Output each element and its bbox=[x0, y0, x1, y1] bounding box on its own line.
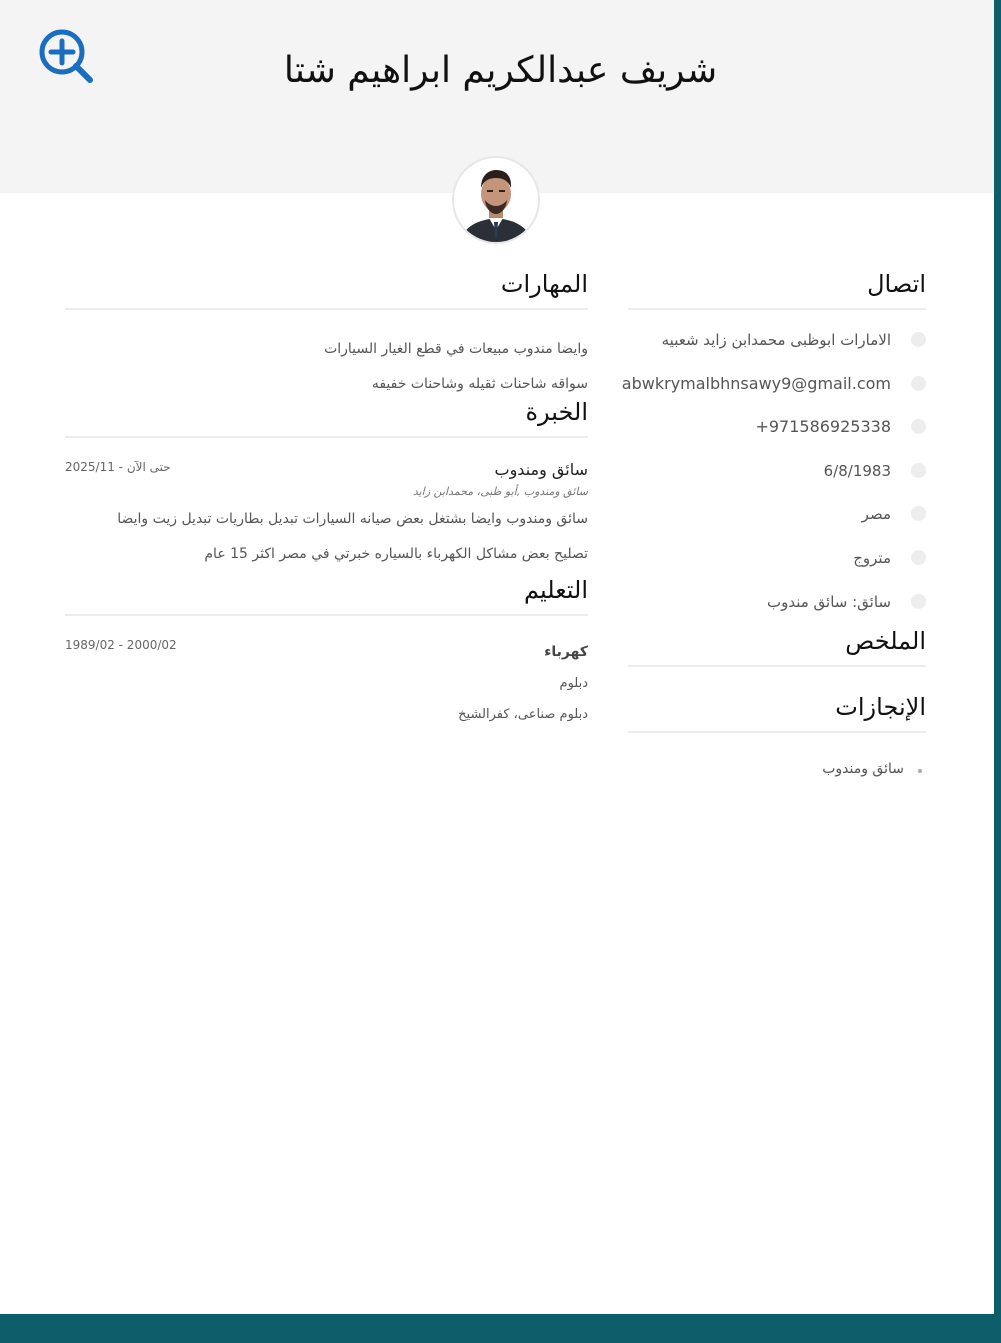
skill-item: سواقه شاحنات ثقيله وشاحنات خفيفه bbox=[371, 376, 588, 392]
experience-company: سائق ومندوب ,أبو ظبى، محمدابن زايد bbox=[412, 485, 588, 498]
education-title: التعليم bbox=[65, 576, 588, 616]
experience-job-title: سائق ومندوب bbox=[494, 460, 588, 479]
summary-title: الملخص bbox=[628, 627, 926, 667]
contact-job: سائق: سائق مندوب bbox=[628, 592, 926, 636]
contact-nationality: مصر bbox=[628, 504, 926, 548]
frame-bottom-bar bbox=[0, 1314, 1001, 1343]
avatar bbox=[452, 156, 540, 244]
skill-item: وايضا مندوب مبيعات في قطع الغيار السيارات bbox=[324, 341, 588, 357]
contact-birthdate: 6/8/1983 bbox=[628, 461, 926, 505]
skills-title: المهارات bbox=[65, 270, 588, 310]
main-column bbox=[65, 270, 588, 722]
contact-email[interactable]: abwkrymalbhnsawy9@gmail.com bbox=[628, 374, 926, 418]
education-date: 1989/02 - 2000/02 bbox=[65, 638, 177, 652]
experience-date: 2025/11 - حتى الآن bbox=[65, 460, 171, 474]
experience-title: الخبرة bbox=[65, 398, 588, 438]
education-degree: دبلوم bbox=[559, 676, 588, 691]
contact-marital-status: متروج bbox=[628, 548, 926, 592]
bullet-icon bbox=[911, 463, 926, 478]
contact-list bbox=[621, 310, 926, 635]
education-school: دبلوم صناعى، كفرالشيخ bbox=[458, 707, 588, 722]
profile-photo bbox=[454, 158, 538, 242]
bullet-icon bbox=[911, 419, 926, 434]
bullet-icon bbox=[911, 332, 926, 347]
education-entry bbox=[65, 616, 588, 722]
bullet-icon bbox=[911, 376, 926, 391]
contact-address: الامارات ابوظبى محمدابن زايد شعبيه bbox=[628, 330, 926, 374]
frame-right-bar bbox=[994, 0, 1001, 1343]
experience-entry bbox=[65, 438, 588, 572]
bullet-icon bbox=[911, 550, 926, 565]
achievement-item: سائق ومندوب bbox=[628, 761, 926, 777]
achievements-title: الإنجازات bbox=[628, 693, 926, 733]
education-field: كهرباء bbox=[544, 644, 588, 660]
experience-description: سائق ومندوب وايضا بشتغل بعض صيانه السيارات تبديل بطاريات تبديل زيت وايضا تصليح بعض مشاكل الكهرباء بالسياره خبرتي في مصر اكثر 15 عام bbox=[117, 511, 588, 562]
contact-phone[interactable]: +971586925338 bbox=[628, 417, 926, 461]
bullet-icon bbox=[911, 594, 926, 609]
contact-title: اتصال bbox=[628, 270, 926, 310]
achievements-list bbox=[628, 733, 926, 777]
bullet-icon bbox=[911, 506, 926, 521]
contact-column bbox=[621, 270, 926, 778]
skills-list bbox=[65, 310, 588, 402]
person-name: شريف عبدالكريم ابراهيم شتا bbox=[283, 50, 718, 91]
